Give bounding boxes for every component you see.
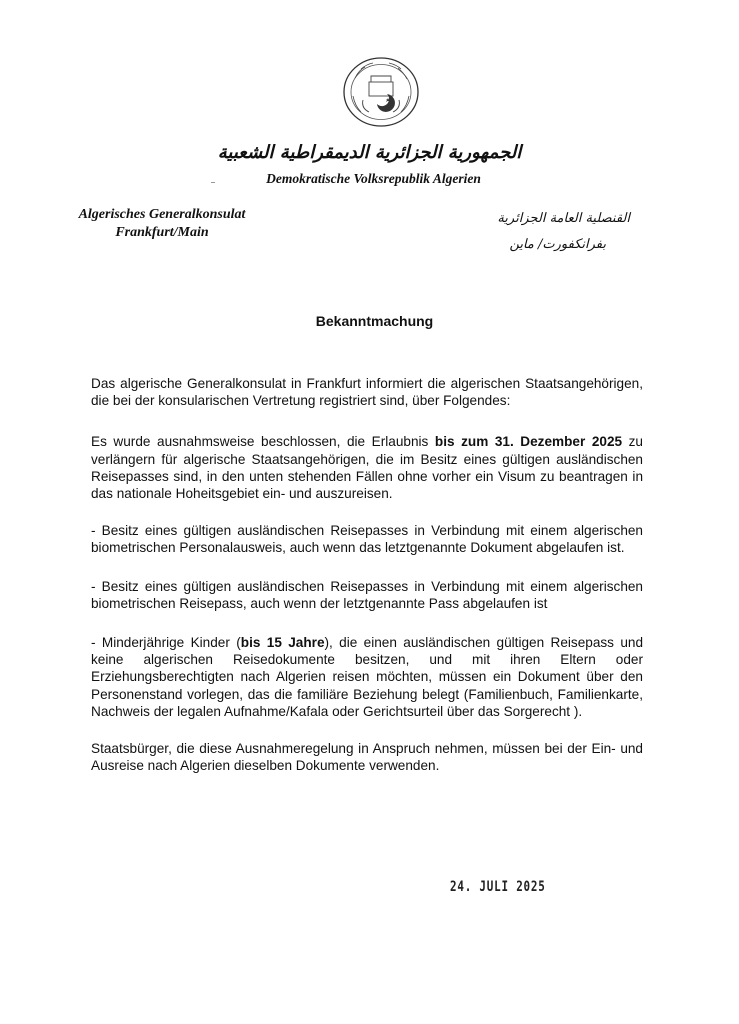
announcement-body [91,375,643,794]
arabic-state-name: الجمهورية الجزائرية الديمقراطية الشعبية [217,142,522,163]
minors-age-limit: bis 15 Jahre [240,635,325,651]
state-emblem-seal-icon [341,56,421,128]
german-state-name: Demokratische Volksrepublik Algerien [266,171,481,186]
paragraph-case-id-card: - Besitz eines gültigen ausländischen Reisepasses in Verbindung mit einem algerischen biometrischen Personalausweis, auch wenn das letztgenannte Dokument abgelaufen ist. [91,523,643,556]
consulate-line-2: Frankfurt/Main [115,225,209,240]
decision-text-post: zu verlängern für algerische Staatsangehörigen, die im Besitz eines gültigen ausländischen Reisepasses sind, in den unten stehenden Fällen ohne vorher ein Visum zu beantragen in das nationale Hoheitsgebiet ein- und auszureisen. [91,434,643,502]
consulate-arabic-line-1: القنصلية العامة الجزائرية [497,211,630,226]
consulate-line-1: Algerisches Generalkonsulat [78,207,246,222]
minors-text-pre: - Minderjährige Kinder ( [91,635,241,651]
minors-text-post: ), die einen ausländischen gültigen Reisepass und keine algerischen Reisedokumente besitzen, und mit ihren Eltern oder Erziehungsberechtigten nach Algerien reisen möchten, müssen ein Dokument über den Personenstand vorlegen, das die familiäre Beziehung belegt (Familienbuch, Familienkarte, Nachweis der legalen Aufnahme/Kafala oder Gerichtsurteil über das Sorgerecht ). [91,635,644,719]
decision-deadline: bis zum 31. Dezember 2025 [434,434,623,450]
date-stamp: 24. JULI 2025 [450,879,546,895]
consulate-arabic-line-2: بفرانكفورت/ ماين [509,237,606,252]
paragraph-case-minors [91,634,643,720]
paragraph-intro: Das algerische Generalkonsulat in Frankfurt informiert die algerischen Staatsangehörigen, die bei der konsularischen Vertretung registriert sind, über Folgendes: [91,376,643,409]
page-title: Bekanntmachung [315,313,434,329]
paragraph-case-passport: - Besitz eines gültigen ausländischen Reisepasses in Verbindung mit einem algerischen biometrischen Reisepass, auch wenn der letztgenannte Pass abgelaufen ist [91,578,643,611]
scan-mark [211,182,215,183]
decision-text-pre: Es wurde ausnahmsweise beschlossen, die Erlaubnis [91,434,435,450]
consulate-name-arabic [480,206,630,258]
paragraph-decision [91,433,643,502]
consulate-name-german [62,206,262,242]
paragraph-closing: Staatsbürger, die diese Ausnahmeregelung in Anspruch nehmen, müssen bei der Ein- und Ausreise nach Algerien dieselben Dokumente verwenden. [91,741,643,774]
